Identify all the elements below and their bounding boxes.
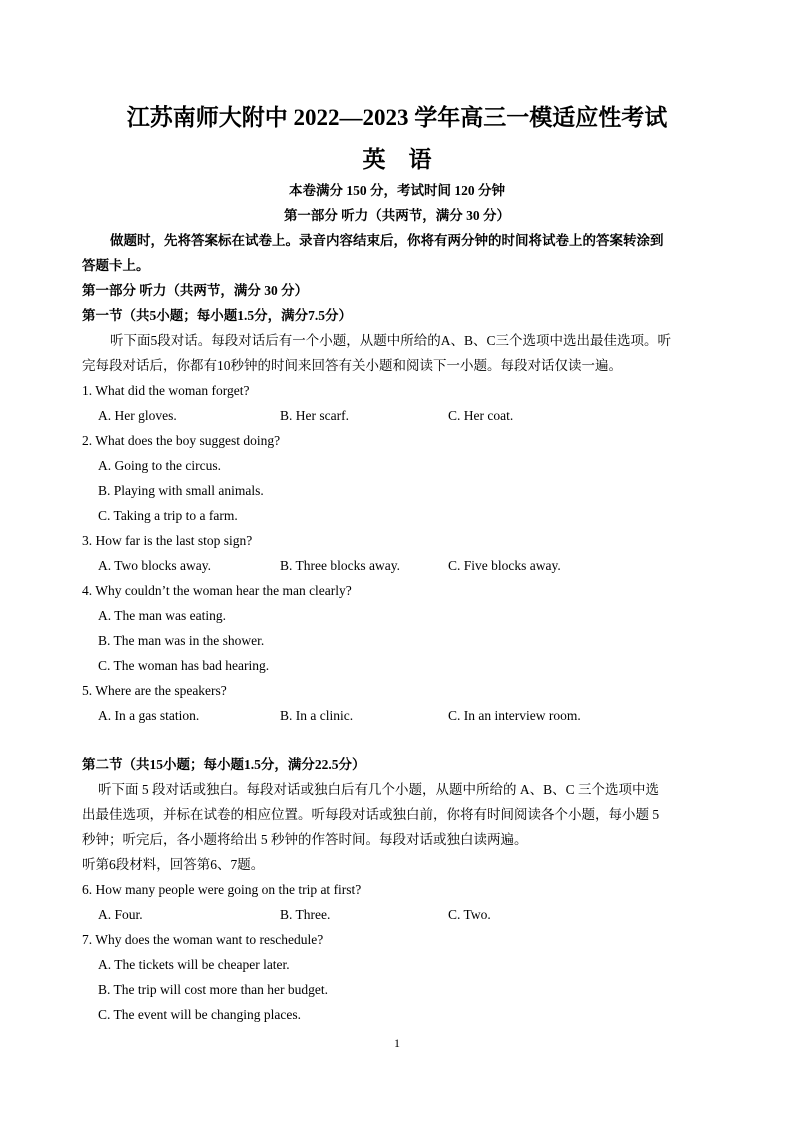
question-3-stem: 3. How far is the last stop sign? [82,533,253,548]
question-6-option-b: B. Three. [280,907,331,922]
section1-heading: 第一节（共5小题；每小题1.5分，满分7.5分） [82,308,352,323]
question-3-option-b: B. Three blocks away. [280,558,400,573]
page-number: 1 [394,1036,400,1050]
question-7-option-a: A. The tickets will be cheaper later. [98,957,290,972]
question-1-option-c: C. Her coat. [448,408,514,423]
instruction-line-1: 做题时，先将答案标在试卷上。录音内容结束后，你将有两分钟的时间将试卷上的答案转涂到 [110,233,664,248]
part-heading-top: 第一部分 听力（共两节，满分 30 分） [283,208,511,223]
question-3-option-c: C. Five blocks away. [448,558,561,573]
question-7-stem: 7. Why does the woman want to reschedule? [82,932,324,947]
part1-heading: 第一部分 听力（共两节，满分 30 分） [82,283,309,298]
question-6-option-c: C. Two. [448,907,491,922]
question-6-stem: 6. How many people were going on the trip at first? [82,882,362,897]
section2-intro-2: 出最佳选项，并标在试卷的相应位置。听每段对话或独白前，你将有时间阅读各个小题，每小题 5 [82,807,660,822]
section2-intro-3: 秒钟；听完后，各小题将给出 5 秒钟的作答时间。每段对话或独白读两遍。 [82,832,528,847]
question-4-option-a: A. The man was eating. [98,608,226,623]
question-5-stem: 5. Where are the speakers? [82,683,227,698]
section1-intro-1: 听下面5段对话。每段对话后有一个小题，从题中所给的A、B、C三个选项中选出最佳选项。听 [110,333,672,348]
question-4-option-b: B. The man was in the shower. [98,633,265,648]
question-2-option-a: A. Going to the circus. [98,458,221,473]
question-2-stem: 2. What does the boy suggest doing? [82,433,281,448]
question-1-option-a: A. Her gloves. [98,408,177,423]
question-5-option-c: C. In an interview room. [448,708,581,723]
question-1-option-b: B. Her scarf. [280,408,349,423]
exam-title: 江苏南师大附中 2022—2023 学年高三一模适应性考试 [126,105,668,130]
section2-intro-1: 听下面 5 段对话或独白。每段对话或独白后有几个小题，从题中所给的 A、B、C 三个选项中选 [98,782,660,797]
question-4-option-c: C. The woman has bad hearing. [98,658,270,673]
question-2-option-b: B. Playing with small animals. [98,483,264,498]
question-5-option-b: B. In a clinic. [280,708,354,723]
question-3-option-a: A. Two blocks away. [98,558,212,573]
question-5-option-a: A. In a gas station. [98,708,200,723]
question-7-option-b: B. The trip will cost more than her budget. [98,982,328,997]
question-6-option-a: A. Four. [98,907,143,922]
section1-intro-2: 完每段对话后，你都有10秒钟的时间来回答有关小题和阅读下一小题。每段对话仅读一遍。 [82,358,622,373]
question-1-stem: 1. What did the woman forget? [82,383,250,398]
instruction-line-2: 答题卡上。 [82,258,150,273]
score-info: 本卷满分 150 分，考试时间 120 分钟 [289,183,505,198]
subject-title: 英 语 [362,147,432,172]
question-4-stem: 4. Why couldn’t the woman hear the man clearly? [82,583,352,598]
question-7-option-c: C. The event will be changing places. [98,1007,301,1022]
section2-heading: 第二节（共15小题；每小题1.5分，满分22.5分） [82,757,366,772]
question-2-option-c: C. Taking a trip to a farm. [98,508,238,523]
material-instruction: 听第6段材料，回答第6、7题。 [82,857,265,872]
